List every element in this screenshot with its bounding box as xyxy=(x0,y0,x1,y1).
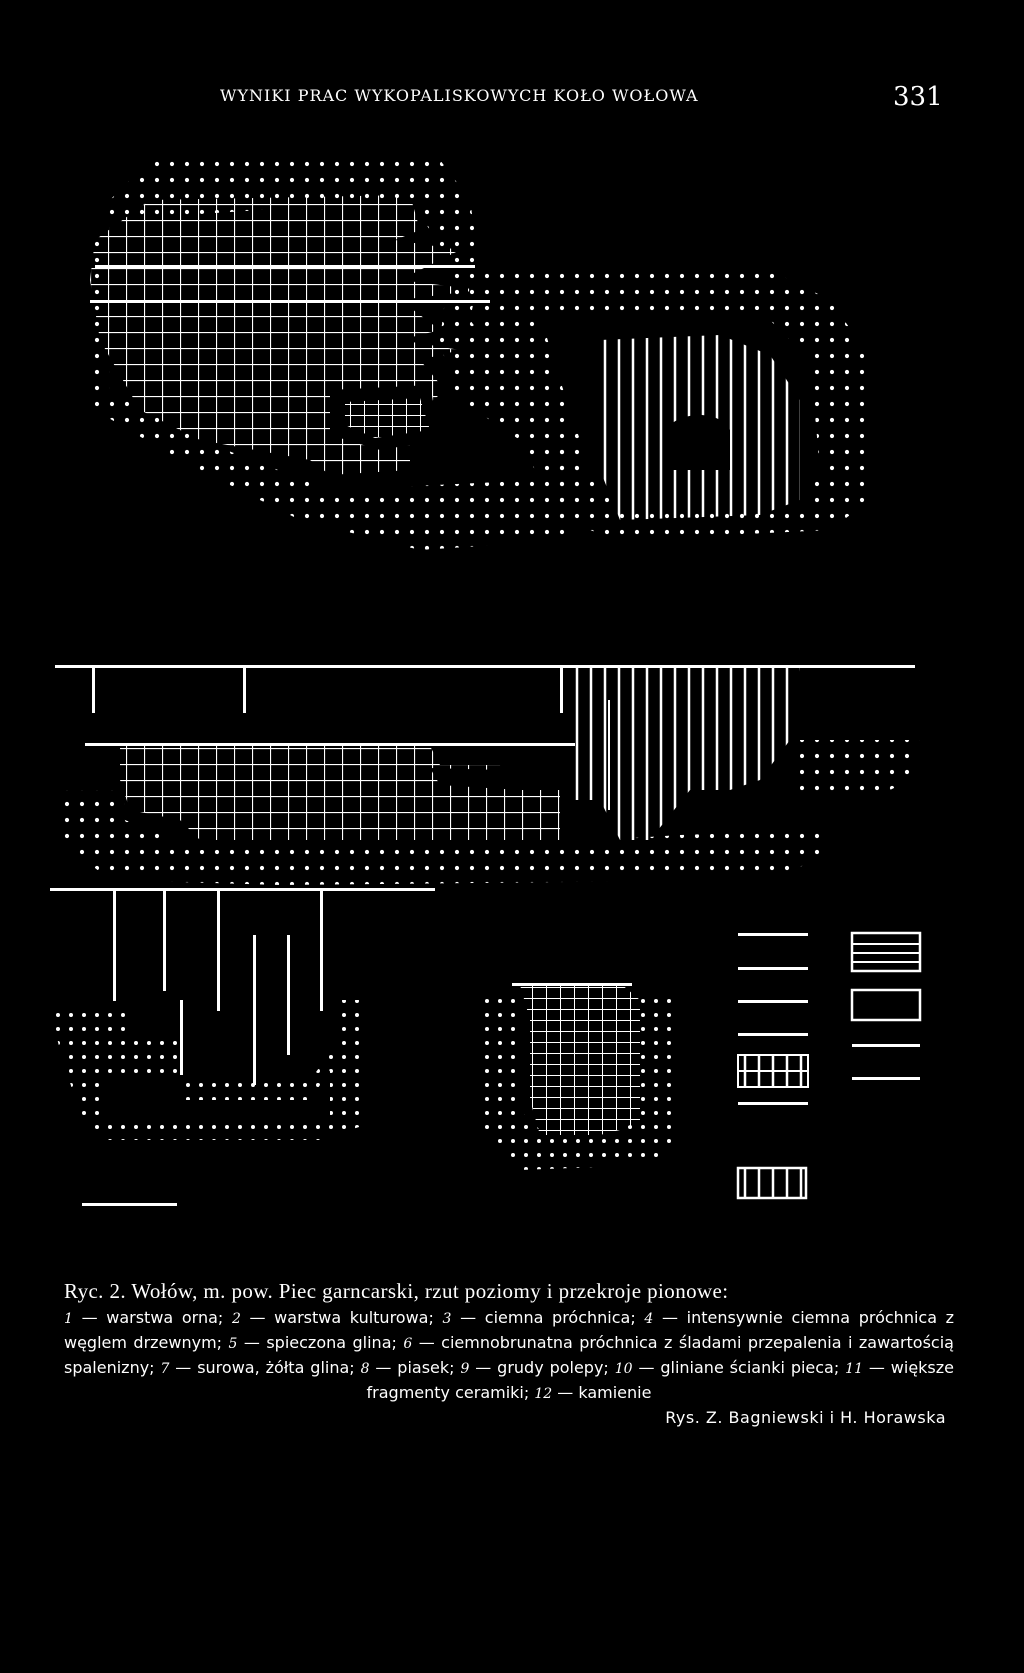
caption-title-text: Wołów, m. pow. Piec garncarski, rzut poziomy i przekroje pionowe: xyxy=(131,1279,729,1303)
section-a-grid xyxy=(120,746,560,840)
caption-title xyxy=(64,1278,954,1304)
caption-label: Ryc. 2. xyxy=(64,1279,127,1303)
scale-bar xyxy=(82,1203,177,1206)
plan-view xyxy=(90,160,870,550)
legend-swatch-stripes xyxy=(852,933,920,971)
section-c xyxy=(480,983,680,1170)
figure-credit: Rys. Z. Bagniewski i H. Horawska xyxy=(665,1408,946,1427)
section-b-dots xyxy=(50,1000,365,1140)
section-c-grid xyxy=(520,983,640,1135)
legend-swatch-grid xyxy=(738,1055,808,1087)
page-number: 331 xyxy=(893,82,943,112)
legend-swatch-empty xyxy=(852,990,920,1020)
caption-legend: 1 — warstwa orna; 2 — warstwa kulturowa; 3 — ciemna próchnica; 4 — intensywnie ciemna próchnica z węglem drzewnym; 5 — spieczona glina; 6 — ciemnobrunatna próchnica z śladami przepalenia i zawartością spalenizny; 7 — surowa, żółta glina; 8 — piasek; 9 — grudy polepy; 10 — gliniane ścianki pieca; 11 — większe fragmenty ceramiki; 12 — kamienie xyxy=(64,1308,955,1402)
section-b xyxy=(50,888,435,1140)
kiln-figure xyxy=(0,140,1024,1270)
section-a xyxy=(55,665,920,885)
figure-caption xyxy=(64,1278,954,1406)
running-head: WYNIKI PRAC WYKOPALISKOWYCH KOŁO WOŁOWA xyxy=(220,86,699,105)
